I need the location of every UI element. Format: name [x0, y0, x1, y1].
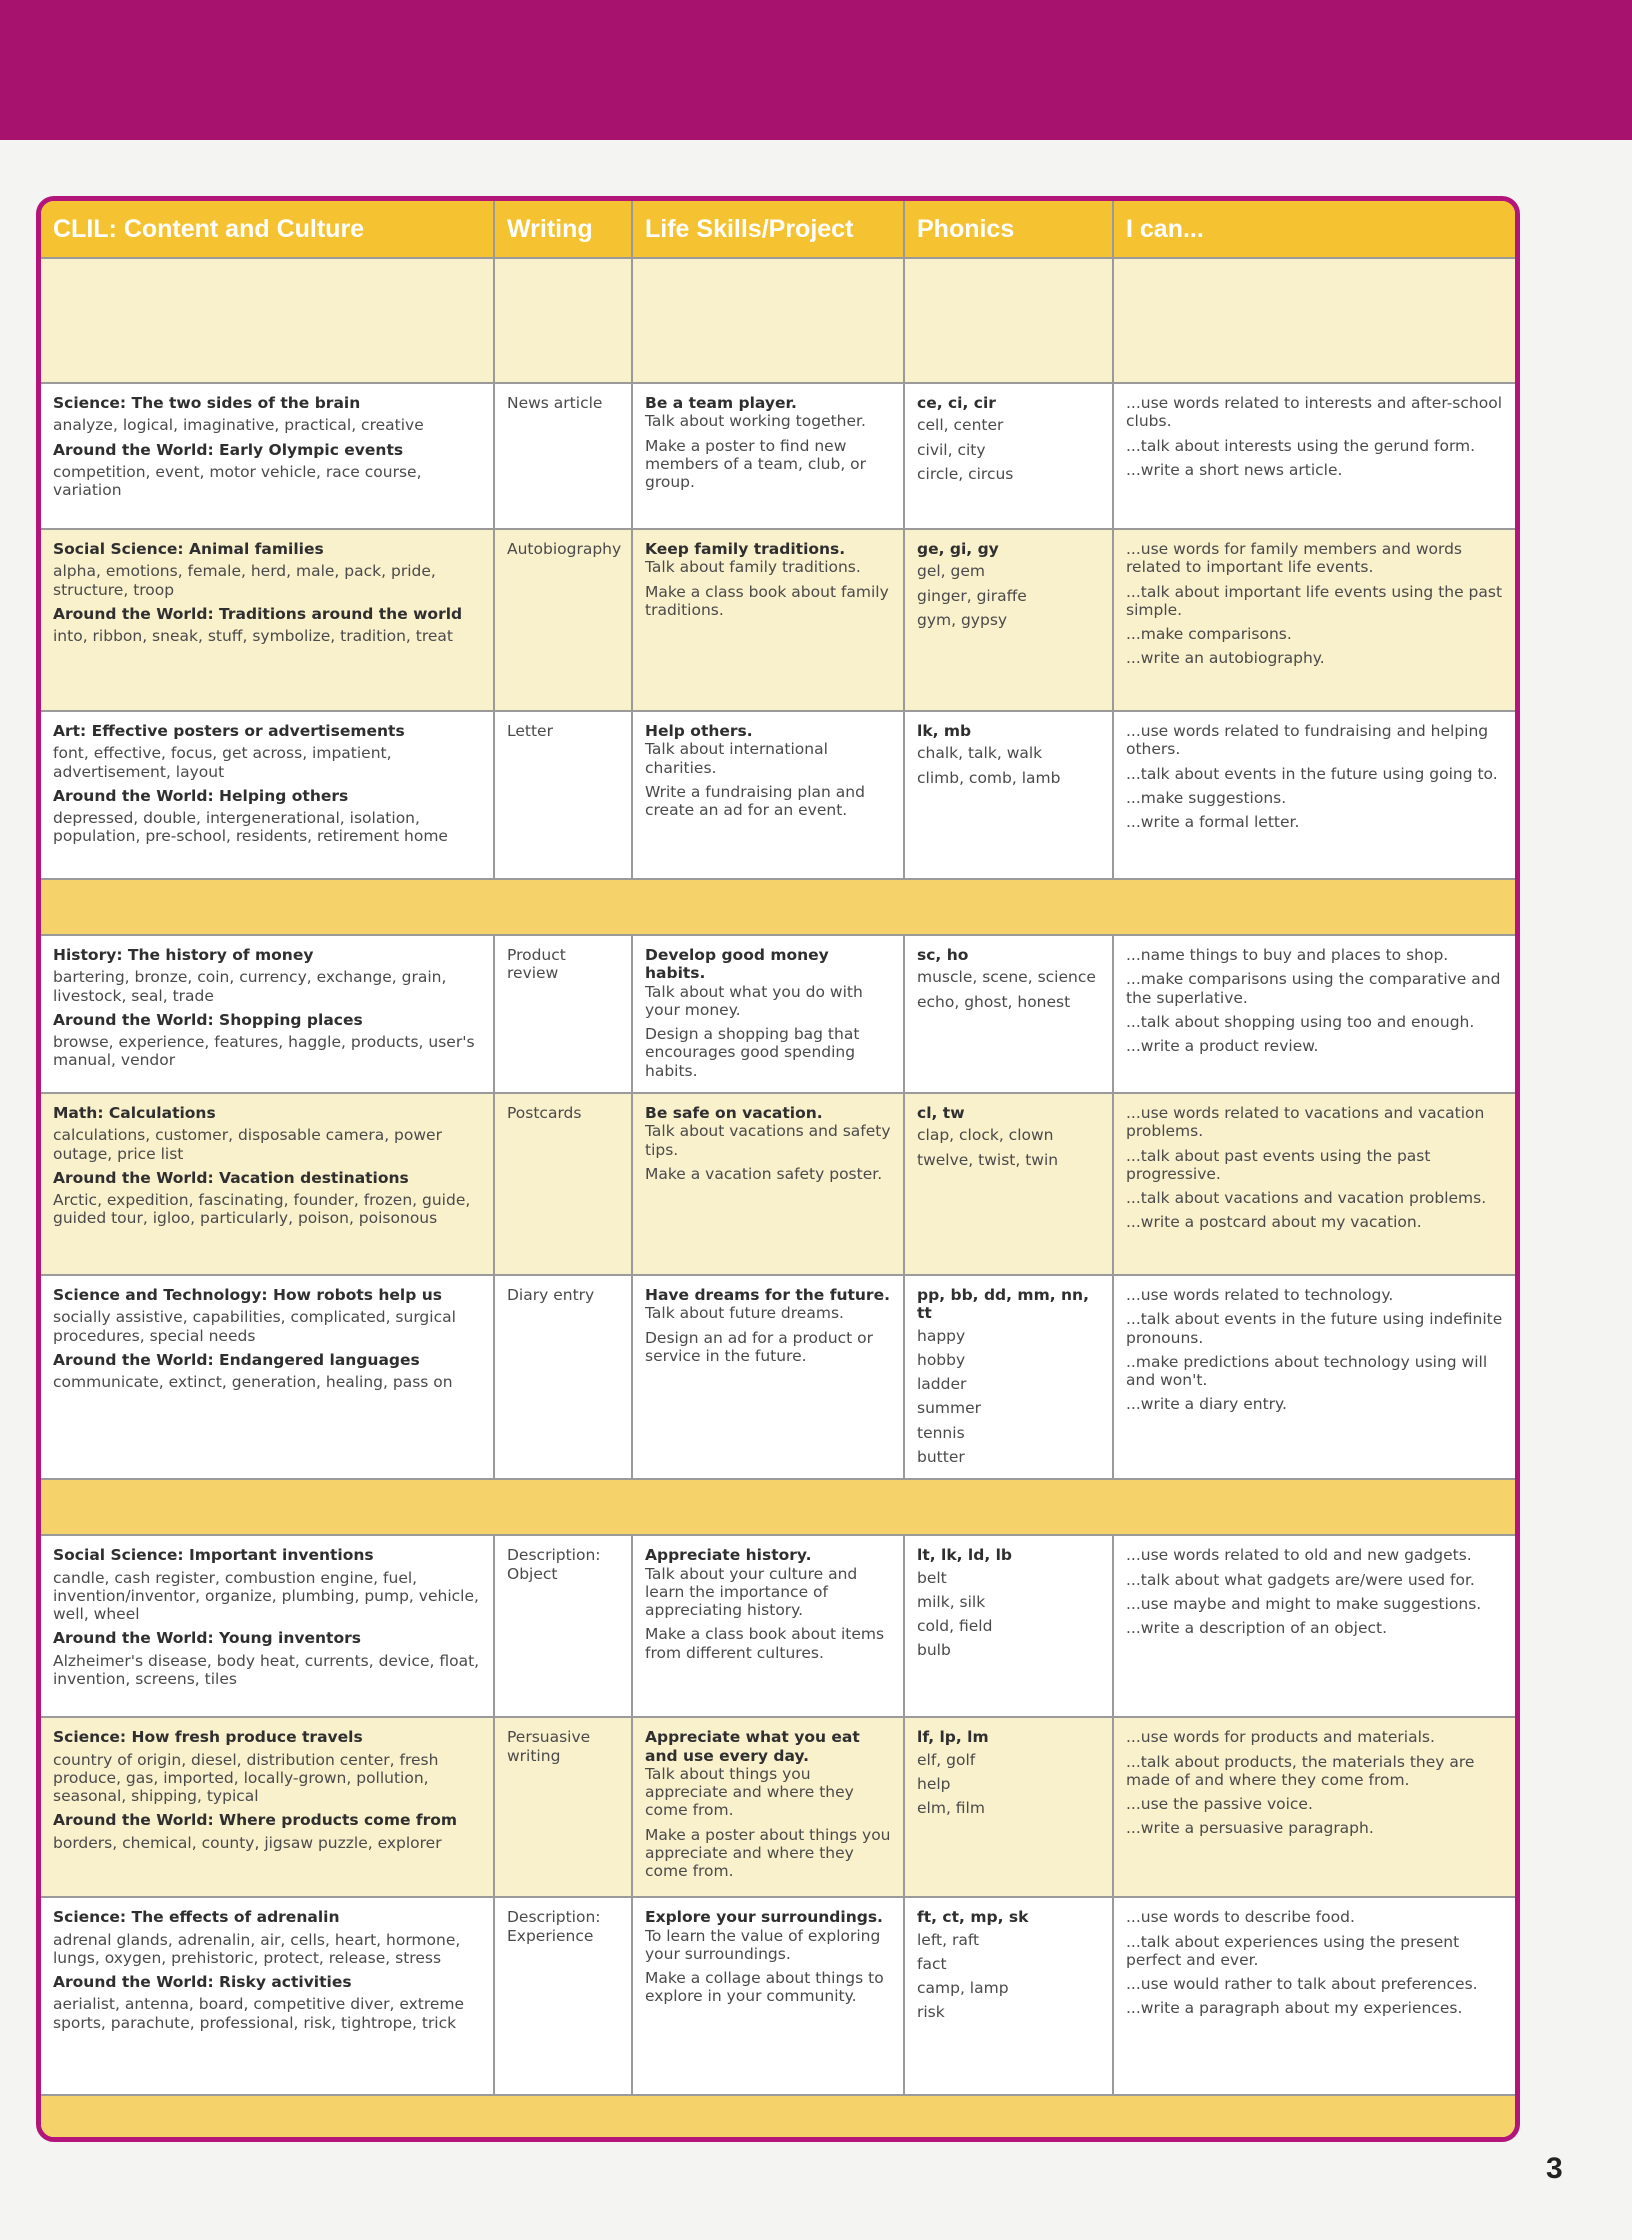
phonics-example: echo, ghost, honest [917, 992, 1071, 1011]
around-the-world-topic: Around the World: Where products come from [53, 1811, 458, 1830]
i-can-statement: ...write a product review. [1126, 1037, 1319, 1056]
i-can-cell [1113, 1275, 1515, 1479]
phonics-example: summer [917, 1399, 982, 1418]
table-row [41, 1275, 1515, 1479]
phonics-cell [904, 935, 1113, 1093]
unit-separator-band [41, 879, 1515, 935]
i-can-statement: ...talk about products, the materials they are made of and where they come from. [1126, 1752, 1475, 1789]
i-can-statement: ...write a postcard about my vacation. [1126, 1213, 1422, 1232]
i-can-statement: ...use would rather to talk about preferences. [1126, 1975, 1478, 1994]
phonics-example: camp, lamp [917, 1979, 1009, 1998]
life-skill-title: Develop good money habits. [645, 946, 829, 983]
writing-type: Autobiography [507, 540, 622, 558]
i-can-statement: ...talk about interests using the gerund form. [1126, 436, 1476, 455]
phonics-example: twelve, twist, twin [917, 1150, 1059, 1169]
phonics-pattern: lf, lp, lm [917, 1728, 989, 1747]
writing-type: Description: Object [507, 1546, 601, 1583]
header-life-skills: Life Skills/Project [632, 201, 904, 258]
clil-cell [41, 1535, 494, 1717]
i-can-statement: ...write a paragraph about my experiences. [1126, 1999, 1463, 2018]
writing-type: Letter [507, 722, 553, 740]
around-the-world-topic: Around the World: Early Olympic events [53, 440, 404, 459]
header-writing: Writing [494, 201, 632, 258]
around-the-world-topic: Around the World: Endangered languages [53, 1350, 420, 1369]
writing-cell [494, 1093, 632, 1275]
separator-cell [41, 2095, 1515, 2142]
around-the-world-vocabulary: communicate, extinct, generation, healing, pass on [53, 1373, 453, 1392]
clil-topic: Social Science: Animal families [53, 540, 324, 558]
i-can-statement: ...make comparisons. [1126, 625, 1292, 644]
writing-type: Description: Experience [507, 1908, 601, 1945]
i-can-statement: ...use words related to old and new gadgets. [1126, 1546, 1472, 1565]
life-skill-line: Make a poster to find new members of a team, club, or group. [645, 436, 867, 492]
life-skill-line: Talk about your culture and learn the importance of appreciating history. [645, 1564, 858, 1620]
i-can-statement: ...make comparisons using the comparative and the superlative. [1126, 970, 1501, 1007]
life-skill-title: Appreciate what you eat and use every day. [645, 1728, 860, 1765]
clil-topic: Art: Effective posters or advertisements [53, 722, 405, 740]
clil-cell [41, 711, 494, 879]
header-clil: CLIL: Content and Culture [41, 201, 494, 258]
unit-separator-band [41, 1479, 1515, 1535]
phonics-pattern: pp, bb, dd, mm, nn, tt [917, 1285, 1089, 1323]
phonics-example: belt [917, 1568, 947, 1587]
clil-topic: History: The history of money [53, 946, 314, 964]
life-skill-line: Write a fundraising plan and create an ad for an event. [645, 782, 865, 820]
i-can-statement: ...use words for family members and words related to important life events. [1126, 540, 1462, 577]
clil-vocabulary: socially assistive, capabilities, complicated, surgical procedures, special needs [53, 1308, 456, 1345]
separator-cell [41, 1479, 1515, 1535]
i-can-statement: ...talk about important life events using the past simple. [1126, 582, 1503, 619]
clil-vocabulary: country of origin, diesel, distribution center, fresh produce, gas, imported, locally-grown, pollution, seasonal, shipping, typical [53, 1750, 439, 1806]
phonics-pattern: lk, mb [917, 722, 972, 740]
i-can-statement: ...use words related to interests and after-school clubs. [1126, 394, 1503, 431]
i-can-statement: ...talk about what gadgets are/were used for. [1126, 1570, 1475, 1589]
phonics-example: ladder [917, 1375, 967, 1394]
empty-cell [1113, 258, 1515, 383]
clil-vocabulary: calculations, customer, disposable camera, power outage, price list [53, 1126, 442, 1163]
empty-cell [41, 258, 494, 383]
phonics-pattern: cl, tw [917, 1103, 965, 1122]
around-the-world-vocabulary: browse, experience, features, haggle, products, user's manual, vendor [53, 1033, 475, 1070]
separator-cell [41, 879, 1515, 935]
life-skill-title: Explore your surroundings. [645, 1908, 883, 1927]
unit-separator-band [41, 2095, 1515, 2142]
empty-cell [904, 258, 1113, 383]
life-skill-line: Talk about what you do with your money. [645, 982, 863, 1019]
life-skills-cell [632, 711, 904, 879]
i-can-statement: ...use the passive voice. [1126, 1795, 1313, 1814]
around-the-world-vocabulary: into, ribbon, sneak, stuff, symbolize, tradition, treat [53, 627, 454, 646]
i-can-statement: ...write a persuasive paragraph. [1126, 1819, 1374, 1838]
life-skill-line: Make a vacation safety poster. [645, 1164, 883, 1183]
i-can-statement: ...talk about shopping using too and enough. [1126, 1012, 1475, 1031]
phonics-example: left, raft [917, 1930, 980, 1949]
i-can-statement: ...use words related to technology. [1126, 1285, 1394, 1304]
around-the-world-vocabulary: depressed, double, intergenerational, isolation, population, pre-school, residents, retirement home [53, 809, 448, 846]
clil-cell [41, 1897, 494, 2095]
page-number: 3 [1546, 2152, 1563, 2185]
life-skill-line: Talk about international charities. [645, 740, 828, 777]
i-can-statement: ...use words to describe food. [1126, 1908, 1355, 1927]
around-the-world-vocabulary: Arctic, expedition, fascinating, founder, frozen, guide, guided tour, igloo, particularly, poison, poisonous [53, 1191, 471, 1228]
phonics-cell [904, 1897, 1113, 2095]
header-i-can: I can... [1113, 201, 1515, 258]
phonics-example: circle, circus [917, 464, 1014, 483]
phonics-example: chalk, talk, walk [917, 744, 1043, 763]
life-skill-title: Be safe on vacation. [645, 1103, 823, 1122]
table-row [41, 935, 1515, 1093]
table-row [41, 1535, 1515, 1717]
i-can-cell [1113, 1897, 1515, 2095]
phonics-example: happy [917, 1326, 966, 1345]
phonics-example: climb, comb, lamb [917, 768, 1061, 787]
writing-cell [494, 935, 632, 1093]
table-row [41, 529, 1515, 711]
life-skills-cell [632, 1275, 904, 1479]
life-skill-line: Make a poster about things you appreciate and where they come from. [645, 1825, 891, 1881]
i-can-cell [1113, 529, 1515, 711]
life-skills-cell [632, 1717, 904, 1897]
i-can-cell [1113, 1093, 1515, 1275]
phonics-cell [904, 383, 1113, 529]
i-can-statement: ...talk about vacations and vacation problems. [1126, 1189, 1487, 1208]
i-can-cell [1113, 1717, 1515, 1897]
i-can-statement: ...name things to buy and places to shop. [1126, 946, 1449, 964]
clil-vocabulary: candle, cash register, combustion engine, fuel, invention/inventor, organize, plumbing, pump, vehicle, well, wheel [53, 1568, 479, 1624]
empty-cell [632, 258, 904, 383]
table-row [41, 1717, 1515, 1897]
clil-vocabulary: font, effective, focus, get across, impatient, advertisement, layout [53, 744, 392, 781]
phonics-example: fact [917, 1954, 947, 1973]
clil-topic: Science: The two sides of the brain [53, 394, 361, 412]
top-color-band [0, 0, 1632, 140]
around-the-world-vocabulary: borders, chemical, county, jigsaw puzzle, explorer [53, 1833, 442, 1852]
phonics-pattern: ce, ci, cir [917, 394, 996, 412]
i-can-statement: ...talk about past events using the past progressive. [1126, 1146, 1431, 1183]
i-can-statement: ...make suggestions. [1126, 788, 1287, 807]
clil-topic: Science and Technology: How robots help us [53, 1285, 442, 1304]
table-row [41, 1897, 1515, 2095]
writing-type: Persuasive writing [507, 1728, 591, 1765]
phonics-example: muscle, scene, science [917, 968, 1096, 987]
i-can-statement: ...talk about events in the future using going to. [1126, 764, 1498, 783]
table-header-row [41, 201, 1515, 258]
writing-cell [494, 711, 632, 879]
writing-cell [494, 383, 632, 529]
phonics-example: milk, silk [917, 1592, 986, 1611]
clil-cell [41, 383, 494, 529]
life-skill-line: Talk about things you appreciate and where they come from. [645, 1764, 854, 1820]
phonics-cell [904, 711, 1113, 879]
writing-cell [494, 1897, 632, 2095]
clil-vocabulary: analyze, logical, imaginative, practical, creative [53, 416, 424, 435]
clil-topic: Math: Calculations [53, 1103, 216, 1122]
clil-cell [41, 1275, 494, 1479]
around-the-world-topic: Around the World: Traditions around the world [53, 604, 463, 623]
life-skill-title: Be a team player. [645, 394, 797, 412]
clil-vocabulary: adrenal glands, adrenalin, air, cells, heart, hormone, lungs, oxygen, prehistoric, protect, release, stress [53, 1930, 461, 1967]
writing-cell [494, 529, 632, 711]
scope-and-sequence-table-frame [36, 196, 1520, 2142]
clil-cell [41, 529, 494, 711]
i-can-statement: ...write a short news article. [1126, 460, 1343, 479]
life-skill-line: Make a class book about family traditions. [645, 582, 889, 619]
table-row [41, 383, 1515, 529]
i-can-statement: ...use words for products and materials. [1126, 1728, 1435, 1747]
life-skill-line: Talk about future dreams. [645, 1304, 844, 1323]
phonics-example: elm, film [917, 1799, 985, 1818]
phonics-pattern: ft, ct, mp, sk [917, 1908, 1029, 1927]
clil-vocabulary: alpha, emotions, female, herd, male, pack, pride, structure, troop [53, 562, 436, 599]
i-can-statement: ...write a diary entry. [1126, 1395, 1287, 1414]
i-can-statement: ...talk about experiences using the present perfect and ever. [1126, 1932, 1460, 1969]
around-the-world-topic: Around the World: Vacation destinations [53, 1168, 409, 1187]
around-the-world-topic: Around the World: Young inventors [53, 1629, 361, 1648]
phonics-example: clap, clock, clown [917, 1126, 1054, 1145]
phonics-pattern: sc, ho [917, 946, 969, 964]
writing-type: Diary entry [507, 1285, 595, 1304]
around-the-world-vocabulary: aerialist, antenna, board, competitive diver, extreme sports, parachute, professional, risk, tightrope, trick [53, 1995, 465, 2032]
life-skill-line: Design an ad for a product or service in the future. [645, 1328, 874, 1365]
life-skill-title: Appreciate history. [645, 1546, 812, 1565]
clil-cell [41, 1717, 494, 1897]
around-the-world-topic: Around the World: Helping others [53, 786, 349, 805]
life-skill-line: Talk about vacations and safety tips. [645, 1122, 891, 1159]
around-the-world-vocabulary: competition, event, motor vehicle, race course, variation [53, 462, 422, 500]
phonics-example: gel, gem [917, 562, 986, 581]
header-phonics: Phonics [904, 201, 1113, 258]
phonics-example: bulb [917, 1641, 951, 1660]
clil-cell [41, 1093, 494, 1275]
life-skills-cell [632, 1897, 904, 2095]
i-can-statement: ...use words related to vacations and vacation problems. [1126, 1103, 1485, 1141]
clil-vocabulary: bartering, bronze, coin, currency, exchange, grain, livestock, seal, trade [53, 968, 447, 1005]
i-can-statement: ...write a description of an object. [1126, 1619, 1388, 1638]
life-skills-cell [632, 1535, 904, 1717]
empty-cell [494, 258, 632, 383]
life-skills-cell [632, 529, 904, 711]
i-can-statement: ...write a formal letter. [1126, 813, 1300, 832]
i-can-cell [1113, 935, 1515, 1093]
phonics-cell [904, 1275, 1113, 1479]
i-can-statement: ...use words related to fundraising and helping others. [1126, 722, 1489, 759]
table-row [41, 711, 1515, 879]
phonics-example: ginger, giraffe [917, 586, 1027, 605]
i-can-statement: ...talk about events in the future using indefinite pronouns. [1126, 1310, 1503, 1347]
phonics-example: tennis [917, 1423, 965, 1442]
i-can-statement: ..make predictions about technology using will and won't. [1126, 1352, 1488, 1390]
phonics-example: civil, city [917, 440, 986, 459]
life-skill-line: Talk about working together. [645, 412, 866, 431]
phonics-example: cold, field [917, 1617, 993, 1636]
phonics-example: gym, gypsy [917, 610, 1008, 629]
life-skill-line: Design a shopping bag that encourages good spending habits. [645, 1025, 860, 1080]
life-skill-line: To learn the value of exploring your surroundings. [645, 1926, 881, 1963]
i-can-statement: ...write an autobiography. [1126, 649, 1325, 668]
i-can-cell [1113, 711, 1515, 879]
phonics-example: cell, center [917, 416, 1004, 435]
life-skills-cell [632, 383, 904, 529]
phonics-cell [904, 529, 1113, 711]
clil-topic: Science: How fresh produce travels [53, 1728, 363, 1747]
phonics-pattern: ge, gi, gy [917, 540, 999, 558]
life-skill-title: Help others. [645, 722, 753, 740]
phonics-cell [904, 1717, 1113, 1897]
life-skills-cell [632, 935, 904, 1093]
phonics-cell [904, 1535, 1113, 1717]
life-skill-title: Have dreams for the future. [645, 1285, 890, 1304]
i-can-statement: ...use maybe and might to make suggestions. [1126, 1594, 1482, 1613]
life-skill-title: Keep family traditions. [645, 540, 846, 558]
writing-cell [494, 1535, 632, 1717]
writing-type: Postcards [507, 1103, 582, 1122]
writing-cell [494, 1275, 632, 1479]
writing-cell [494, 1717, 632, 1897]
life-skill-line: Make a collage about things to explore in your community. [645, 1969, 884, 2006]
life-skills-cell [632, 1093, 904, 1275]
i-can-cell [1113, 383, 1515, 529]
around-the-world-vocabulary: Alzheimer's disease, body heat, currents, device, float, invention, screens, tiles [53, 1651, 480, 1688]
i-can-cell [1113, 1535, 1515, 1717]
life-skill-line: Make a class book about items from different cultures. [645, 1625, 885, 1662]
empty-row [41, 258, 1515, 383]
around-the-world-topic: Around the World: Shopping places [53, 1010, 363, 1029]
writing-type: Product review [507, 946, 566, 983]
table-row [41, 1093, 1515, 1275]
around-the-world-topic: Around the World: Risky activities [53, 1973, 352, 1992]
phonics-pattern: lt, lk, ld, lb [917, 1546, 1013, 1565]
clil-topic: Science: The effects of adrenalin [53, 1908, 340, 1927]
phonics-example: elf, golf [917, 1750, 976, 1769]
phonics-example: hobby [917, 1350, 966, 1369]
clil-topic: Social Science: Important inventions [53, 1546, 374, 1565]
life-skill-line: Talk about family traditions. [645, 558, 861, 577]
clil-cell [41, 935, 494, 1093]
phonics-example: butter [917, 1447, 965, 1466]
phonics-example: risk [917, 2003, 945, 2022]
scope-and-sequence-table [41, 201, 1515, 2142]
phonics-cell [904, 1093, 1113, 1275]
phonics-example: help [917, 1774, 951, 1793]
writing-type: News article [507, 394, 603, 412]
